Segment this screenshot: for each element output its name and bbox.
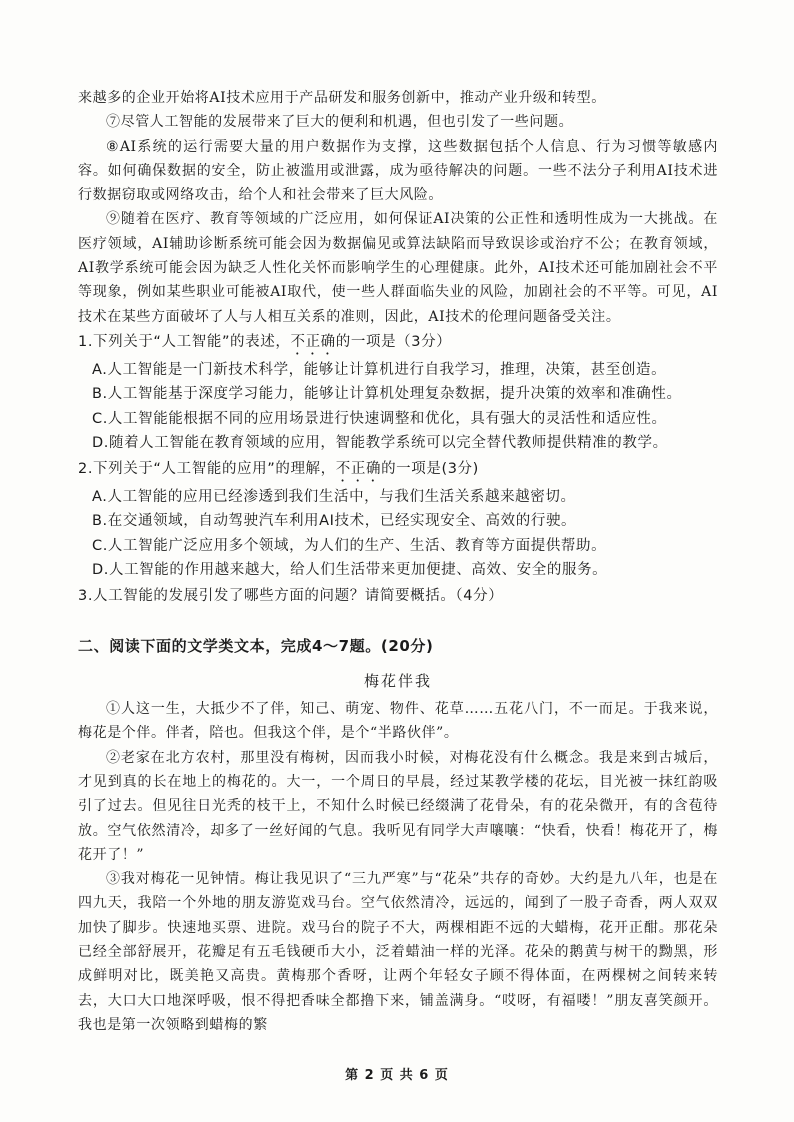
q2-option-b: B.在交通领域，自动驾驶汽车利用AI技术，已经实现安全、高效的行驶。	[92, 513, 577, 530]
question-1-stem: 1.下列关于“人工智能”的表述，	[78, 333, 291, 350]
passage1-continuation: 来越多的企业开始将AI技术应用于产品研发和服务创新中，推动产业升级和转型。	[78, 90, 606, 106]
essay-paragraph-2: ②老家在北方农村，那里没有梅树，因而我小时候，对梅花没有什么概念。我是来到古城后，才见到真的长在地上的梅花的。大一，一个周日的早晨，经过某教学楼的花坛，目光被一抹红韵吸引了过去。但见往日光秃的枝干上，不知什么时候已经缀满了花骨朵，有的花朵微开，有的含苞待放。空气依然清冷，却多了一丝好闻的气息。我听见有同学大声嚷嚷：“快看，快看！梅花开了，梅花开了！”	[78, 749, 718, 863]
question-1-stem-end: 的一项是（3分）	[335, 333, 452, 350]
essay-paragraph-1: ①人这一生，大抵少不了伴，知己、萌宠、物件、花草……五花八门，不一而足。于我来说，梅花是个伴。伴者，陪也。但我这个伴，是个“半路伙伴”。	[78, 701, 718, 742]
question-2-emphasis: 不正确	[335, 460, 382, 477]
question-2-stem: 2.下列关于“人工智能的应用”的理解，	[78, 460, 336, 477]
passage1-paragraph-9: ⑨随着在医疗、教育等领域的广泛应用，如何保证AI决策的公正性和透明性成为一大挑战。在医疗领域，AI辅助诊断系统可能会因为数据偏见或算法缺陷而导致误诊或治疗不公；在教育领域，AI教学系统可能会因为缺乏人性化关怀而影响学生的心理健康。此外，AI技术还可能加剧社会不平等现象，例如某些职业可能被AI取代，使一些人群面临失业的风险，加剧社会的不平等。可见，AI技术在某些方面破坏了人与人相互关系的准则，因此，AI技术的伦理问题备受关注。	[78, 211, 718, 325]
passage1-paragraph-8: ⑧AI系统的运行需要大量的用户数据作为支撑，这些数据包括个人信息、行为习惯等敏感内容。如何确保数据的安全，防止被滥用或泄露，成为亟待解决的问题。一些不法分子利用AI技术进行数据窃取或网络攻击，给个人和社会带来了巨大风险。	[78, 138, 718, 204]
q2-option-a: A.人工智能的应用已经渗透到我们生活中，与我们生活关系越来越密切。	[92, 488, 576, 505]
passage1-paragraph-7: ⑦尽管人工智能的发展带来了巨大的便利和机遇，但也引发了一些问题。	[106, 114, 574, 131]
question-1	[78, 330, 718, 358]
question-3: 3.人工智能的发展引发了哪些方面的问题？请简要概括。（4分）	[78, 587, 504, 604]
question-2-stem-end: 的一项是(3分)	[381, 460, 479, 477]
essay-paragraph-3: ③我对梅花一见钟情。梅让我见识了“三九严寒”与“花朵”共存的奇妙。大约是九八年，也是在四九天，我陪一个外地的朋友游览戏马台。空气依然清冷，远远的，闻到了一股子奇香，两人双双加快了脚步。快速地买票、进院。戏马台的院子不大，两棵相距不远的大蜡梅，花开正酣。那花朵已经全部舒展开，花瓣足有五毛钱硬币大小，泛着蜡油一样的光泽。花朵的鹅黄与树干的黝黑，形成鲜明对比，既美艳又高贵。黄梅那个香呀，让两个年轻女子顾不得体面，在两棵树之间转来转去，大口大口地深呼吸，恨不得把香味全都撸下来，铺盖满身。“哎呀，有福喽！”朋友喜笑颜开。我也是第一次领略到蜡梅的繁	[78, 871, 718, 1033]
q1-option-d: D.随着人工智能在教育领域的应用，智能教学系统可以完全替代教师提供精准的教学。	[92, 435, 668, 452]
page-footer: 第 2 页 共 6 页	[345, 1068, 449, 1083]
question-1-emphasis: 不正确	[290, 333, 336, 350]
q1-option-b: B.人工智能基于深度学习能力，能够让计算机处理复杂数据，提升决策的效率和准确性。	[92, 386, 682, 403]
q1-option-c: C.人工智能能根据不同的应用场景进行快速调整和优化，具有强大的灵活性和适应性。	[92, 410, 667, 427]
document-page	[78, 86, 718, 1037]
q2-option-d: D.人工智能的作用越来越大，给人们生活带来更加便捷、高效、安全的服务。	[92, 562, 608, 579]
question-2	[78, 457, 718, 485]
section-2-heading: 二、阅读下面的文学类文本，完成4～7题。(20分)	[78, 637, 434, 656]
essay-title: 梅花伴我	[363, 671, 432, 690]
q2-option-c: C.人工智能广泛应用多个领域，为人们的生产、生活、教育等方面提供帮助。	[92, 537, 607, 554]
q1-option-a: A.人工智能是一门新技术科学，能够让计算机进行自我学习，推理，决策，甚至创造。	[92, 361, 667, 378]
